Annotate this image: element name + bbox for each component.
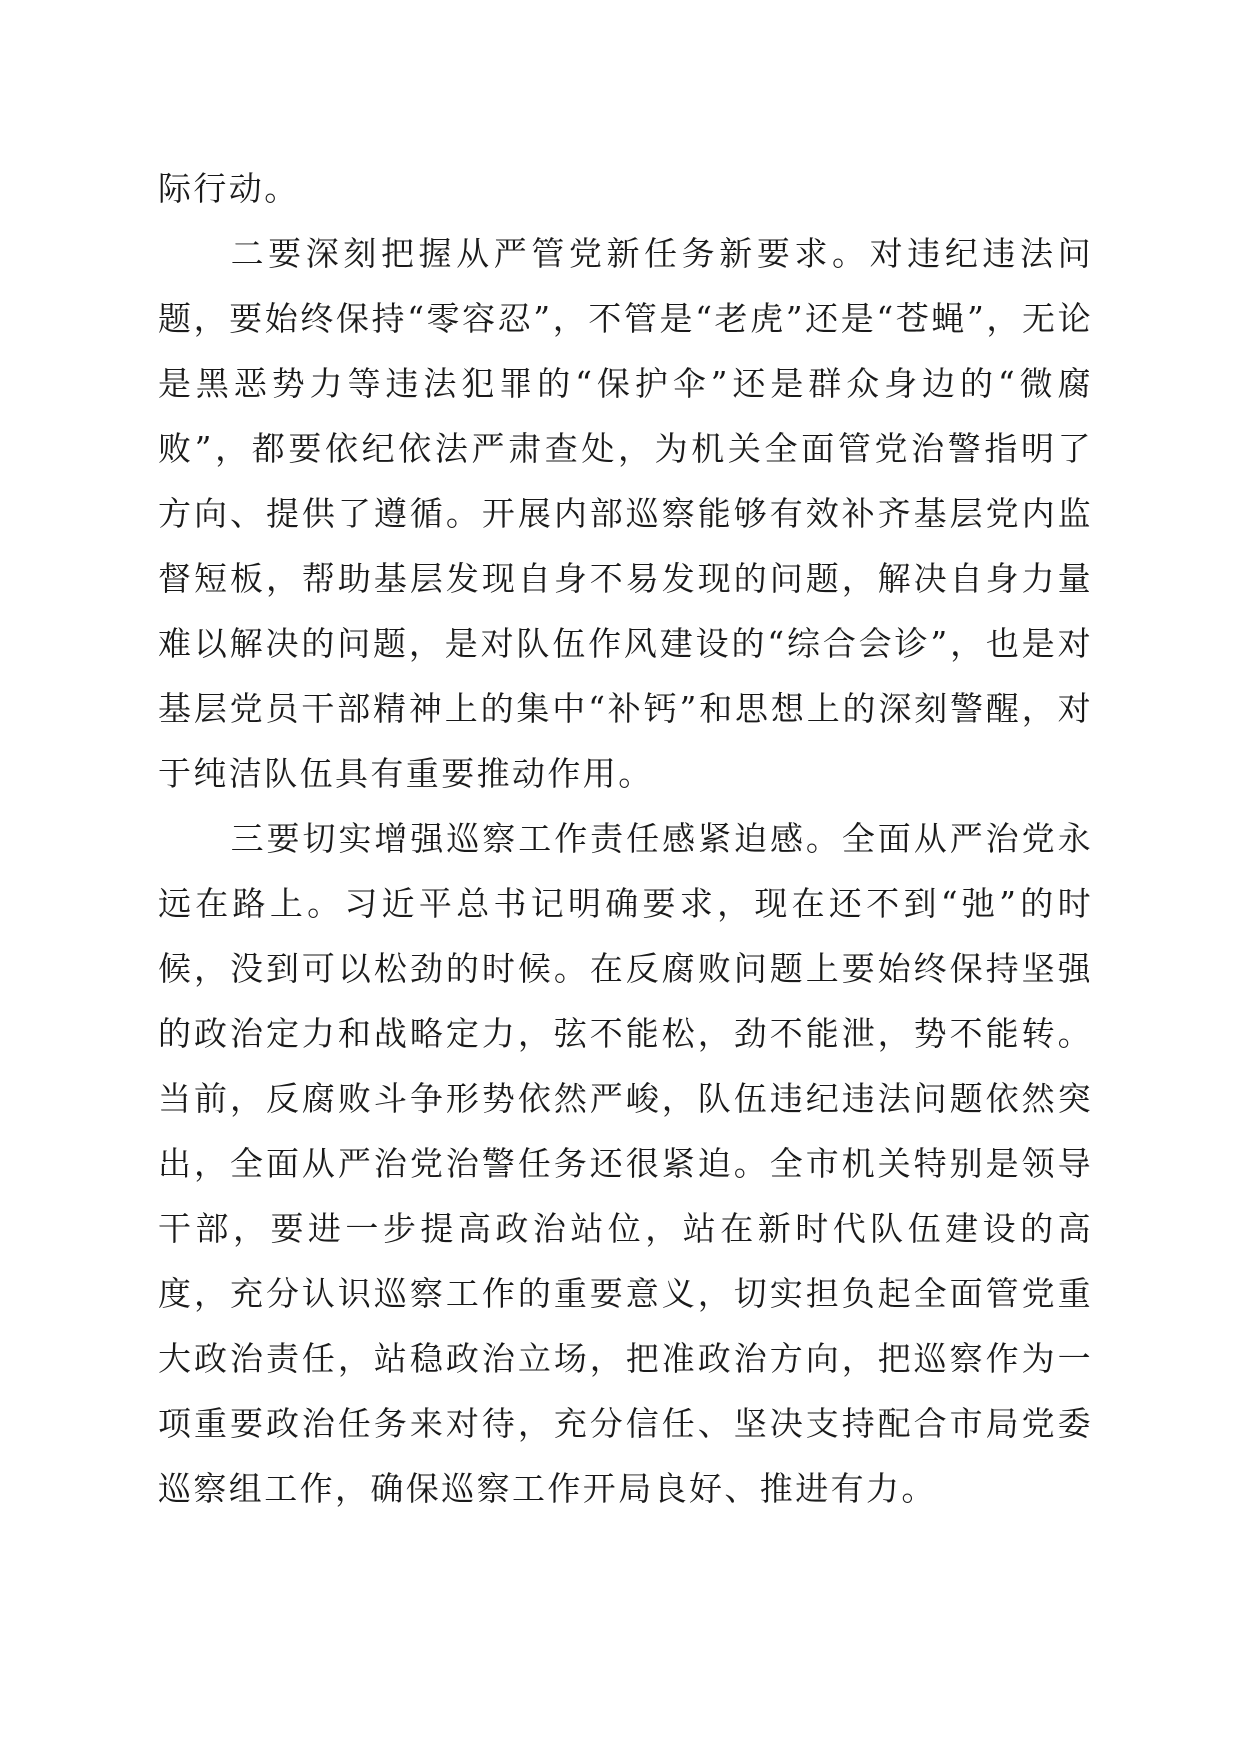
- paragraph-second-requirement: 二要深刻把握从严管党新任务新要求。对违纪违法问题，要始终保持“零容忍”，不管是“老虎”还是“苍蝇”，无论是黑恶势力等违法犯罪的“保护伞”还是群众身边的“微腐败”，都要依纪依法严肃查处，为机关全面管党治警指明了方向、提供了遵循。开展内部巡察能够有效补齐基层党内监督短板，帮助基层发现自身不易发现的问题，解决自身力量难以解决的问题，是对队伍作风建设的“综合会诊”，也是对基层党员干部精神上的集中“补钙”和思想上的深刻警醒，对于纯洁队伍具有重要推动作用。: [158, 234, 1093, 793]
- paragraph-continuation: 际行动。: [158, 169, 300, 208]
- body-text: [158, 156, 1093, 1521]
- paragraph-third-requirement: 三要切实增强巡察工作责任感紧迫感。全面从严治党永远在路上。习近平总书记明确要求，现在还不到“弛”的时候，没到可以松劲的时候。在反腐败问题上要始终保持坚强的政治定力和战略定力，弦不能松，劲不能泄，势不能转。当前，反腐败斗争形势依然严峻，队伍违纪违法问题依然突出，全面从严治党治警任务还很紧迫。全市机关特别是领导干部，要进一步提高政治站位，站在新时代队伍建设的高度，充分认识巡察工作的重要意义，切实担负起全面管党重大政治责任，站稳政治立场，把准政治方向，把巡察作为一项重要政治任务来对待，充分信任、坚决支持配合市局党委巡察组工作，确保巡察工作开局良好、推进有力。: [158, 819, 1093, 1508]
